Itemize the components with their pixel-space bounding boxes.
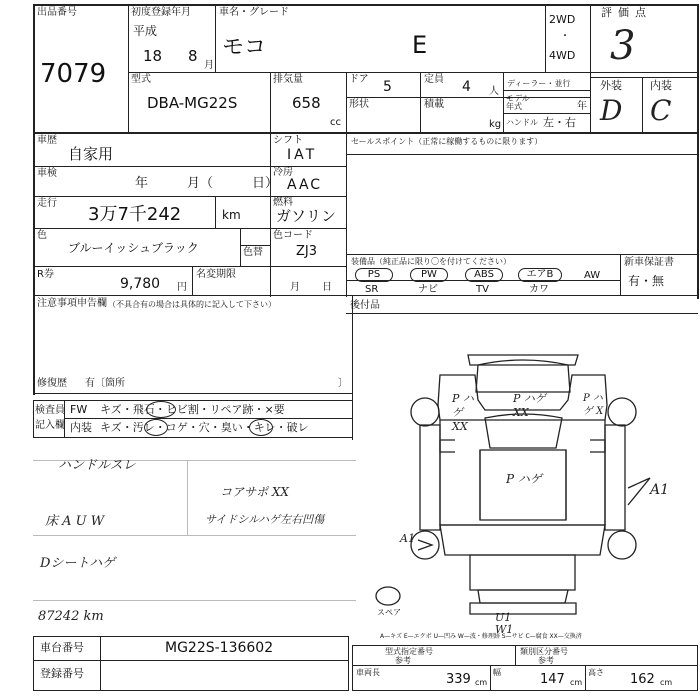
shape-label: 形状 <box>349 99 369 110</box>
color-code: ZJ3 <box>296 244 318 259</box>
doors: 5 <box>383 79 392 95</box>
mileage-unit: km <box>222 208 241 222</box>
repair-value: 有〔箇所 <box>85 378 125 389</box>
score-label: 評価点 <box>601 6 652 19</box>
shift-value: IAT <box>287 147 318 163</box>
length-unit: cm <box>475 678 488 687</box>
sales-label: セールスポイント（正常に稼働するものに限ります） <box>351 137 543 146</box>
damage-right-side: A1 <box>650 482 670 498</box>
damage-legend: A—キズ E—エクボ U—凹み W—波・修理跡 S—サビ C—腐食 XX—交換済 <box>380 633 582 640</box>
disp-label: 排気量 <box>273 74 303 85</box>
name-change-day: 日 <box>322 282 332 293</box>
capacity: 4 <box>462 79 471 95</box>
model-label: 型式 <box>131 74 151 85</box>
note-side-sill: サイドシルハゲ左右凹傷 <box>205 513 325 526</box>
year-suffix: 年 <box>577 101 587 112</box>
lot-number: 7079 <box>40 59 107 89</box>
inspect-day: 日） <box>252 176 279 191</box>
width-unit: cm <box>570 678 583 687</box>
equip-sr: SR <box>365 284 379 295</box>
length-label: 車両長 <box>356 668 380 677</box>
inspect-month: 月（ <box>187 176 214 191</box>
height-label: 高さ <box>588 668 604 677</box>
aftermarket-label: 後付品 <box>350 300 380 311</box>
lot-label: 出品番号 <box>37 7 77 18</box>
inspector-label-1: 検査員 <box>35 405 65 416</box>
load-label: 積載 <box>424 99 444 110</box>
width-label: 幅 <box>493 668 501 677</box>
reg-label: 登録番号 <box>40 667 84 680</box>
damage-front-right: P ハゲ X <box>583 393 604 417</box>
height-unit: cm <box>660 678 673 687</box>
equip-airbag: エアB <box>518 268 562 282</box>
height-value: 162 <box>630 672 655 687</box>
era: 平成 <box>133 24 158 38</box>
month-unit: 月 <box>204 60 214 71</box>
check-row2-cat: 内装 <box>70 421 92 434</box>
repair-label: 修復歴 <box>37 378 67 389</box>
warranty-value: 有・無 <box>628 274 665 288</box>
drive-4wd: 4WD <box>549 49 576 62</box>
name-change-month: 月 <box>290 282 300 293</box>
color-value: ブルーイッシュブラック <box>68 241 199 255</box>
equip-pw: PW <box>410 268 448 282</box>
drive-2wd: 2WD <box>549 13 576 26</box>
use-value: 自家用 <box>68 145 114 163</box>
recycle-unit: 円 <box>177 282 187 293</box>
ext-label: 外装 <box>600 79 622 92</box>
repaint-label: 色替 <box>243 247 263 258</box>
ext-grade: D <box>600 94 623 127</box>
reg-month: 8 <box>188 47 198 65</box>
fuel-label: 燃料 <box>273 197 293 208</box>
recycle-label: R券 <box>37 269 54 280</box>
equip-ps: PS <box>355 268 393 282</box>
inspect-year: 年 <box>135 176 149 191</box>
check-row2: キズ・汚レ・コゲ・穴・臭い・キレ・破レ <box>100 421 309 434</box>
capacity-unit: 人 <box>489 86 499 97</box>
mileage-value: 3万7千242 <box>88 204 182 225</box>
chassis-label: 車台番号 <box>40 641 84 654</box>
check-row1-cat: FW <box>70 403 88 416</box>
int-grade: C <box>650 94 672 127</box>
damage-rear: U1 W1 <box>495 611 514 636</box>
car-name: モコ <box>222 35 267 60</box>
equip-tv: TV <box>476 284 489 295</box>
note-mileage: 87242 km <box>38 609 104 624</box>
handle-value: 左・右 <box>543 116 576 129</box>
first-reg-label: 初度登録年月 <box>131 7 191 18</box>
equip-abs: ABS <box>465 268 503 282</box>
damage-front-left: P ハゲ XX <box>452 392 474 433</box>
note-handle-wear: ハンドルスレ <box>58 458 136 473</box>
ac-value: AAC <box>287 177 323 193</box>
equip-aw: AW <box>584 270 601 281</box>
fixed-sub: 参考 <box>395 656 411 665</box>
capacity-label: 定員 <box>424 74 444 85</box>
displacement: 658 <box>292 94 321 112</box>
load-unit: kg <box>489 119 502 130</box>
door-label: ドア <box>349 74 369 85</box>
reg-year: 18 <box>143 47 163 65</box>
handle-label: ハンドル <box>506 118 538 127</box>
damage-hood: P ハゲ XX <box>513 392 546 419</box>
recycle-value: 9,780 <box>120 276 161 292</box>
note-seat: Dシートハゲ <box>40 556 116 571</box>
score-value: 3 <box>610 23 636 69</box>
name-change-label: 名変期限 <box>196 269 236 280</box>
color-label: 色 <box>37 230 47 241</box>
note-floor: 床 A U W <box>45 514 105 529</box>
damage-roof: P ハゲ <box>506 472 542 486</box>
dealer-label: ディーラー・並行 <box>507 79 571 88</box>
spare-label: スペア <box>377 608 401 617</box>
drive-dot: ・ <box>560 31 570 42</box>
notes-sub: （不具合有の場合は具体的に記入して下さい） <box>108 300 276 309</box>
chassis-number: MG22S-136602 <box>165 640 274 656</box>
car-grade: E <box>412 31 428 59</box>
equip-navi: ナビ <box>418 284 438 295</box>
equip-label: 装備品（純正品に限り〇を付けてください） <box>351 257 511 266</box>
fixed-label: 型式指定番号 <box>385 647 433 656</box>
equip-leather: カワ <box>529 284 549 295</box>
damage-left-rear: A1 <box>400 532 415 545</box>
class-sub: 参考 <box>538 656 554 665</box>
use-label: 車歴 <box>37 135 57 146</box>
car-label: 車名・グレード <box>219 7 289 18</box>
shift-label: シフト <box>273 135 303 146</box>
check-row1: キズ・飛石・ヒビ割・リペア跡・×要 <box>100 403 285 416</box>
model-code: DBA-MG22S <box>147 94 238 112</box>
disp-unit: cc <box>330 117 341 128</box>
notes-label: 注意事項申告欄 <box>37 298 107 309</box>
width-value: 147 <box>540 672 565 687</box>
model-year-label: モデル年式 <box>506 94 530 111</box>
ac-label: 冷房 <box>273 167 293 178</box>
int-label: 内装 <box>650 79 672 92</box>
inspect-label: 車検 <box>37 168 57 179</box>
inspector-label-2: 記入欄 <box>35 420 65 431</box>
mileage-label: 走行 <box>37 198 57 209</box>
fuel-value: ガソリン <box>276 207 337 225</box>
length-value: 339 <box>446 672 471 687</box>
class-label: 類別区分番号 <box>520 647 568 656</box>
warranty-label: 新車保証書 <box>624 257 674 268</box>
color-code-label: 色コード <box>273 230 313 241</box>
note-core-support: コアサポ XX <box>220 485 289 499</box>
repair-close: 〕 <box>338 378 348 389</box>
